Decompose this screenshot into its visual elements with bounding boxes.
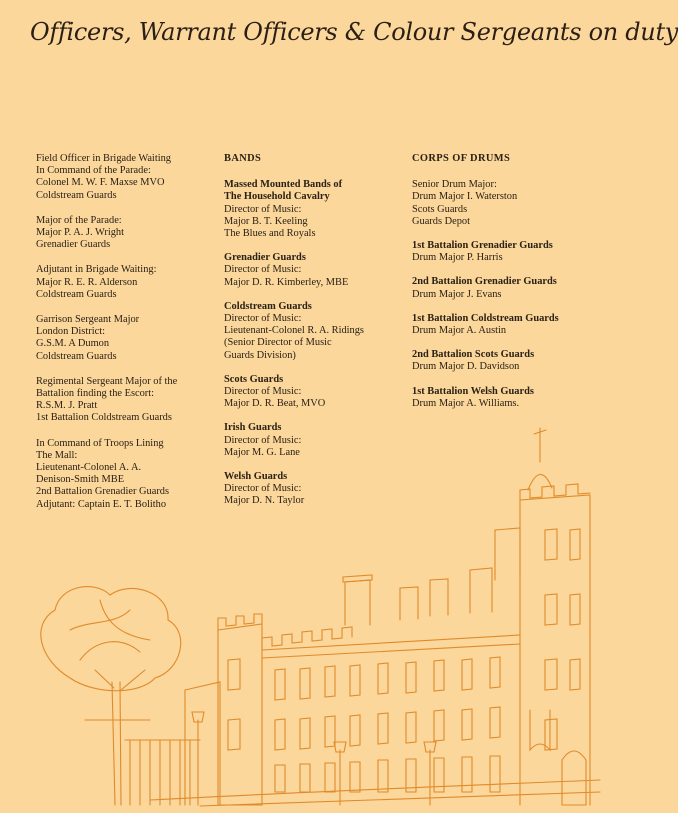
band-entry-line: Director of Music: (224, 483, 302, 495)
band-entry-line: Director of Music: (224, 313, 302, 325)
officer-entry-line: Major R. E. R. Alderson (36, 276, 138, 288)
officer-entry-line: Denison-Smith MBE (36, 474, 125, 486)
band-entry-line: Director of Music: (224, 264, 302, 276)
band-entry-title: Welsh Guards (224, 471, 288, 483)
band-entry-title: Grenadier Guards (224, 252, 306, 264)
officer-entry-line: 1st Battalion Coldstream Guards (36, 412, 172, 424)
officer-entry-line: Coldstream Guards (36, 189, 117, 201)
officer-entry-line: Field Officer in Brigade Waiting (36, 153, 171, 164)
officer-entry-line: Lieutenant-Colonel A. A. (36, 462, 142, 474)
band-entry-line: Major M. G. Lane (224, 446, 300, 458)
officer-entry-line: Coldstream Guards (36, 288, 117, 300)
drum-entry-line: Drum Major I. Waterston (412, 191, 518, 203)
officer-entry (36, 153, 216, 202)
drum-entry (412, 240, 588, 264)
officer-entry-line: London District: (36, 326, 105, 338)
band-entry-line: (Senior Director of Music (224, 337, 332, 349)
drum-entry-line: Drum Major P. Harris (412, 252, 503, 264)
officer-entry-line: R.S.M. J. Pratt (36, 400, 98, 412)
bands-heading: BANDS (224, 153, 262, 164)
officer-entry-line: G.S.M. A Dumon (36, 338, 110, 350)
band-entry-title: Scots Guards (224, 373, 284, 385)
page-title: Officers, Warrant Officers & Colour Sergeants on duty (30, 18, 678, 46)
band-entry-line: Guards Division) (224, 349, 296, 361)
drum-entry (412, 276, 588, 300)
drum-entry-line: Senior Drum Major: (412, 179, 497, 191)
officer-entry-line: Colonel M. W. F. Maxse MVO (36, 177, 165, 189)
drums-list (412, 179, 588, 410)
castle-sketch-illustration (0, 420, 600, 813)
officer-entry-line: Adjutant: Captain E. T. Bolitho (36, 498, 167, 510)
band-entry (224, 374, 404, 411)
drum-entry-title: 1st Battalion Welsh Guards (412, 385, 534, 397)
drum-entry (412, 179, 588, 228)
officer-entry-line: Major P. A. J. Wright (36, 227, 125, 239)
band-entry-title: The Household Cavalry (224, 191, 330, 203)
band-entry-line: Director of Music: (224, 434, 302, 446)
officer-entry-line: Garrison Sergeant Major (36, 314, 140, 326)
drum-entry-line: Drum Major A. Austin (412, 325, 507, 337)
drum-entry-title: 2nd Battalion Scots Guards (412, 349, 535, 361)
drum-entry-line: Scots Guards (412, 203, 468, 215)
officer-entry-line: Adjutant in Brigade Waiting: (36, 264, 157, 276)
officer-entry-line: Regimental Sergeant Major of the (36, 375, 178, 387)
band-entry-line: Director of Music: (224, 203, 302, 215)
officer-entry (36, 314, 216, 363)
band-entry-title: Massed Mounted Bands of (224, 179, 343, 191)
drum-entry (412, 349, 588, 373)
drums-column (412, 153, 588, 422)
officer-entry (36, 215, 216, 252)
officer-entry-line: In Command of Troops Lining (36, 437, 164, 449)
drums-heading: CORPS OF DRUMS (412, 153, 511, 164)
drum-entry-line: Drum Major A. Williams. (412, 397, 520, 409)
officer-entry-line: Major of the Parade: (36, 214, 122, 226)
drum-entry (412, 386, 588, 410)
officer-entry-line: Grenadier Guards (36, 239, 111, 251)
band-entry-title: Coldstream Guards (224, 300, 312, 312)
officer-entry-line: The Mall: (36, 449, 78, 461)
band-entry-line: Major B. T. Keeling (224, 215, 308, 227)
band-entry (224, 179, 404, 240)
officer-entry-line: In Command of the Parade: (36, 165, 151, 177)
officer-entry-line: Battalion finding the Escort: (36, 388, 155, 400)
band-entry (224, 301, 404, 362)
band-entry-title: Irish Guards (224, 422, 282, 434)
drum-entry-title: 1st Battalion Coldstream Guards (412, 312, 559, 324)
band-entry-line: Major D. R. Kimberley, MBE (224, 276, 349, 288)
drum-entry-title: 1st Battalion Grenadier Guards (412, 240, 553, 252)
drum-entry-line: Guards Depot (412, 215, 471, 227)
officer-entry-line: 2nd Battalion Grenadier Guards (36, 486, 170, 498)
band-entry-line: Major D. N. Taylor (224, 495, 305, 507)
drum-entry-title: 2nd Battalion Grenadier Guards (412, 276, 557, 288)
officer-entry (36, 376, 216, 425)
officer-entry (36, 264, 216, 301)
band-entry-line: Major D. R. Beat, MVO (224, 398, 326, 410)
band-entry (224, 252, 404, 289)
drum-entry-line: Drum Major D. Davidson (412, 361, 520, 373)
band-entry-line: Lieutenant-Colonel R. A. Ridings (224, 325, 364, 337)
officer-entry-line: Coldstream Guards (36, 350, 117, 362)
band-entry-line: Director of Music: (224, 386, 302, 398)
drum-entry-line: Drum Major J. Evans (412, 288, 502, 300)
drum-entry (412, 313, 588, 337)
band-entry-line: The Blues and Royals (224, 228, 316, 240)
